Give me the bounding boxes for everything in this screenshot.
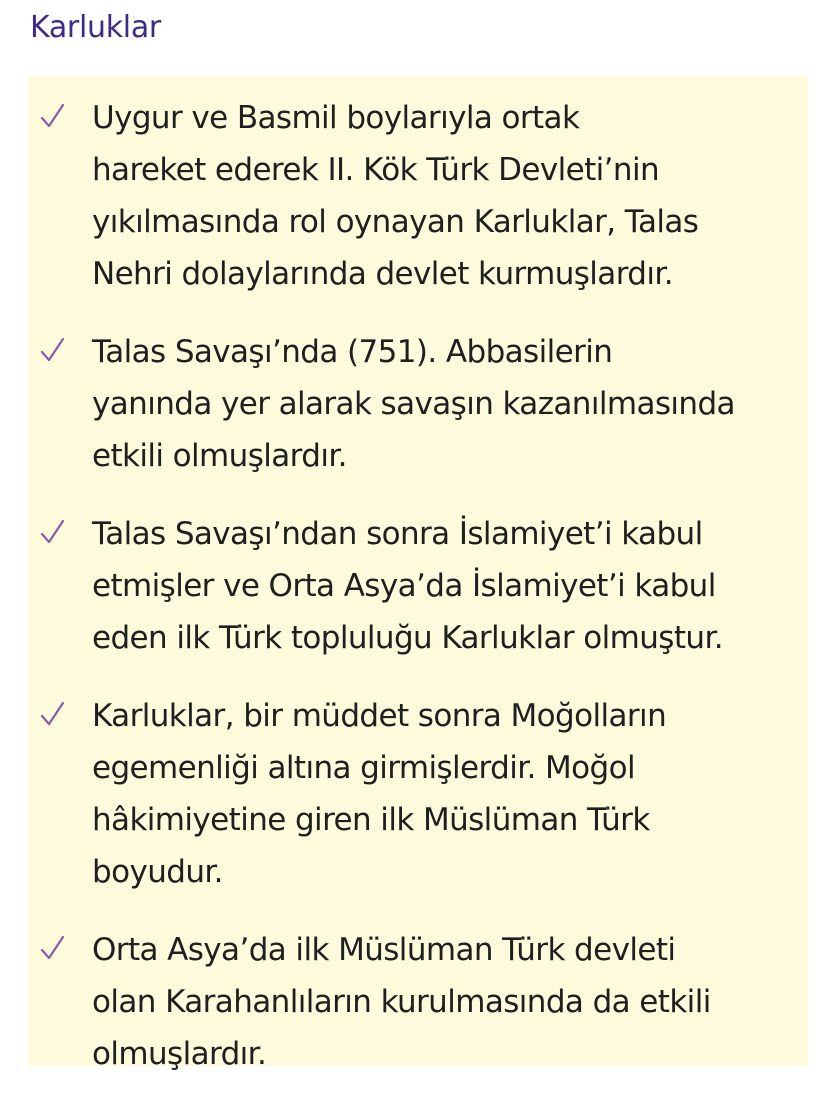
info-panel [28,76,808,1072]
list-item [28,92,808,300]
item-line: hareket ederek II. Kök Türk Devleti’nin [92,152,660,188]
item-line: Uygur ve Basmil boylarıyla ortak [92,100,580,136]
check-mark-icon [40,926,66,972]
item-line: yanında yer alarak savaşın kazanılmasında [92,386,735,422]
list-item [28,924,808,1080]
list-item [28,326,808,482]
item-line: egemenliği altına girmişlerdir. Moğol [92,750,635,786]
item-line: eden ilk Türk topluluğu Karluklar olmuştur. [92,620,724,656]
item-line: Orta Asya’da ilk Müslüman Türk devleti [92,932,676,968]
item-line: Talas Savaşı’nda (751). Abbasilerin [92,334,613,370]
section-heading: Karluklar [30,10,161,45]
item-line: yıkılmasında rol oynayan Karluklar, Talas [92,204,699,240]
item-line: Karluklar, bir müddet sonra Moğolların [92,698,667,734]
item-line: Talas Savaşı’ndan sonra İslamiyet’i kabul [92,516,703,552]
check-mark-icon [40,328,66,374]
list-item [28,508,808,664]
list-item [28,690,808,898]
item-line: etkili olmuşlardır. [92,438,347,474]
check-mark-icon [40,94,66,140]
check-mark-icon [40,510,66,556]
item-line: etmişler ve Orta Asya’da İslamiyet’i kabul [92,568,716,604]
item-line: boyudur. [92,854,223,890]
item-line: Nehri dolaylarında devlet kurmuşlardır. [92,256,673,292]
check-mark-icon [40,692,66,738]
item-line: olmuşlardır. [92,1036,267,1072]
item-line: hâkimiyetine giren ilk Müslüman Türk [92,802,650,838]
bullet-list [28,92,808,1106]
item-line: olan Karahanlıların kurulmasında da etkili [92,984,711,1020]
